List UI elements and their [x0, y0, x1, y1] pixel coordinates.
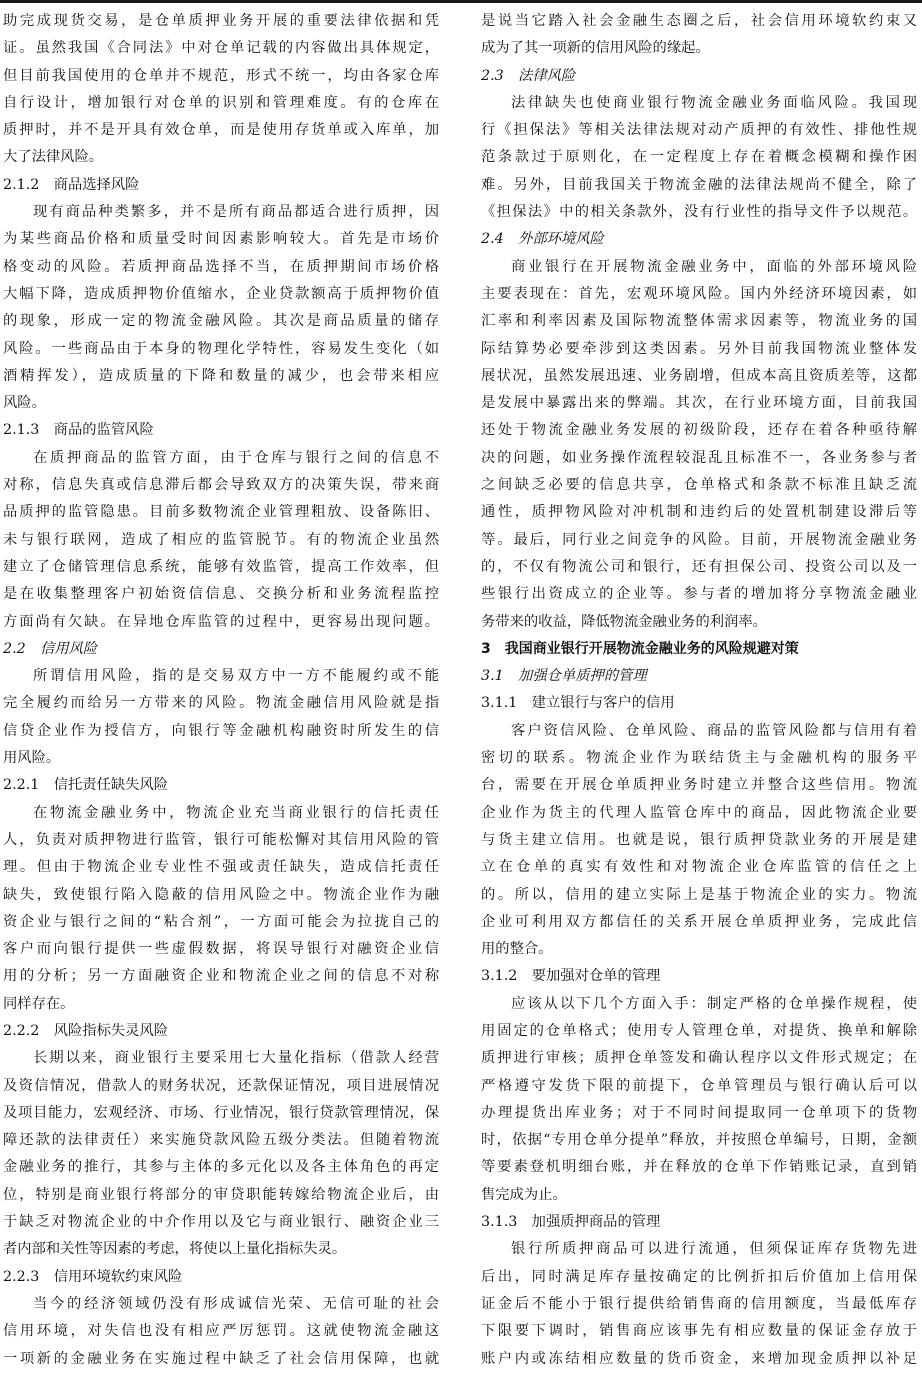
text-line: 风险。一些商品由于本身的物理化学特性，容易发生变化（如 — [3, 340, 439, 357]
right-text-column — [481, 8, 917, 1373]
text-line: 是在收集整理客户初始资信信息、交换分析和业务流程监控 — [3, 586, 439, 603]
section-heading: 2.1.3 商品的监管风险 — [3, 422, 154, 439]
text-line: 难。另外，目前我国关于物流金融的法律法规尚不健全，除了 — [481, 176, 917, 193]
text-line: 完全履约而给另一方带来的风险。物流金融信用风险就是指 — [3, 695, 439, 712]
text-line: 立在仓单的真实有效性和对物流企业仓库监管的信任之上 — [481, 859, 917, 876]
paragraph-last-line: 者内部和关性等因素的考虑，将使以上量化指标失灵。 — [3, 1241, 347, 1258]
text-line: 为某些商品价格和质量受时间因素影响较大。首先是市场价 — [3, 231, 439, 248]
text-line: 与货主建立信用。也就是说，银行质押贷款业务的开展是建 — [481, 831, 917, 848]
section-heading: 3.1.1 建立银行与客户的信用 — [481, 695, 675, 712]
text-line: 酒精挥发），造成质量的下降和数量的减少，也会带来相应 — [3, 367, 439, 384]
section-heading: 3.1 加强仓单质押的管理 — [481, 668, 647, 685]
paragraph-last-line: 售完成为止。 — [481, 1186, 567, 1203]
paragraph-first-line: 商业银行在开展物流金融业务中，面临的外部环境风险 — [511, 258, 917, 275]
text-line: 用的分析；另一方面融资企业和物流企业之间的信息不对称 — [3, 968, 439, 985]
text-line: 通性，质押物风险对冲机制和违约后的处置机制建设滞后等 — [481, 504, 917, 521]
text-line: 等。最后，同行业之间竞争的风险。目前，开展物流金融业务 — [481, 531, 917, 548]
text-line: 企业作为货主的代理人监管仓库中的商品，因此物流企业要 — [481, 804, 917, 821]
paragraph-last-line: 风险。 — [3, 395, 46, 412]
section-heading: 2.2 信用风险 — [3, 640, 98, 657]
paragraph-first-line: 长期以来，商业银行主要采用七大量化指标（借款人经营 — [33, 1050, 439, 1067]
text-line: 但目前我国使用的仓单并不规范，形式不统一，均由各家仓库 — [3, 67, 439, 84]
text-line: 严格遵守发货下限的前提下，仓单管理员与银行确认后可以 — [481, 1077, 917, 1094]
text-line: 汇率和利率因素及国际物流整体需求因素等，物流业务的国 — [481, 313, 917, 330]
text-line: 于缺乏对物流企业的中介作用以及它与商业银行、融资企业三 — [3, 1214, 439, 1231]
text-line: 人，负责对质押物进行监管，银行可能松懈对其信用风险的管 — [3, 831, 439, 848]
text-line: 展状况，虽然发展迅速、业务剧增，但成本高且资质差等，这都 — [481, 367, 917, 384]
text-line: 格变动的风险。若质押商品选择不当，在质押期间市场价格 — [3, 258, 439, 275]
text-line: 的，不仅有物流公司和银行，还有担保公司、投资公司以及一 — [481, 558, 917, 575]
paragraph-last-line: 同样存在。 — [3, 995, 75, 1012]
text-line: 企业可利用双方都信任的关系开展仓单质押业务，完成此信 — [481, 913, 917, 930]
text-line: 账户内或冻结相应数量的货币资金，来增加现金质押以补足 — [481, 1350, 917, 1367]
text-line: 障还款的法律责任）来实施贷款风险五级分类法。但随着物流 — [3, 1132, 439, 1149]
text-line: 还处于物流金融业务发展的初级阶段，还存在着各种亟待解 — [481, 422, 917, 439]
section-heading: 2.4 外部环境风险 — [481, 231, 604, 248]
paragraph-last-line: 务带来的收益，降低物流金融业务的利润率。 — [481, 613, 767, 630]
text-line: 客户而向银行提供一些虚假数据，将误导银行对融资企业信 — [3, 941, 439, 958]
text-line: 助完成现货交易，是仓单质押业务开展的重要法律依据和凭 — [3, 13, 439, 29]
paragraph-first-line: 客户资信风险、仓单风险、商品的监管风险都与信用有着 — [511, 722, 917, 739]
text-line: 办理提货出库业务；对于不同时间提取同一仓单项下的货物 — [481, 1104, 917, 1121]
text-line: 际结算势必要牵涉到这类因素。另外目前我国物流业整体发 — [481, 340, 917, 357]
text-line: 台，需要在开展仓单质押业务时建立并整合这些信用。物流 — [481, 777, 917, 794]
paragraph-first-line: 当今的经济领域仍没有形成诚信光荣、无信可耻的社会 — [33, 1295, 439, 1312]
text-line: 是说当它踏入社会金融生态圈之后，社会信用环境软约束又 — [481, 13, 917, 29]
text-line: 等要素登机明细台账，并在释放的仓单下作销账记录，直到销 — [481, 1159, 917, 1176]
text-line: 一项新的金融业务在实施过程中缺乏了社会信用保障，也就 — [3, 1350, 439, 1367]
text-line: 金融业务的推行，其参与主体的多元化以及各主体角色的再定 — [3, 1159, 439, 1176]
text-line: 信贷企业作为授信方，向银行等金融机构融资时所发生的信 — [3, 722, 439, 739]
paragraph-first-line: 银行所质押商品可以进行流通，但须保证库存货物先进 — [511, 1241, 917, 1258]
text-line: 下限要下调时，销售商应该事先有相应数量的保证金存放于 — [481, 1323, 917, 1340]
text-line: 对称，信息失真或信息滞后都会导致双方的决策失误，带来商 — [3, 477, 439, 494]
paragraph-first-line: 在物流金融业务中，物流企业充当商业银行的信托责任 — [33, 804, 439, 821]
text-line: 决的问题，如业务操作流程较混乱且标准不一，各业务参与者 — [481, 449, 917, 466]
paragraph-last-line: 成为了其一项新的信用风险的缘起。 — [481, 40, 710, 57]
section-heading: 2.2.1 信托责任缺失风险 — [3, 777, 169, 794]
text-line: 位，特别是商业银行将部分的审贷职能转嫁给物流企业后，由 — [3, 1186, 439, 1203]
paragraph-first-line: 现有商品种类繁多，并不是所有商品都适合进行质押，因 — [33, 204, 439, 221]
text-line: 缺失，致使银行陷入隐蔽的信用风险之中。物流企业作为融 — [3, 886, 439, 903]
paragraph-last-line: 用的整合。 — [481, 941, 553, 958]
section-heading: 2.3 法律风险 — [481, 67, 576, 84]
paragraph-first-line: 所谓信用风险，指的是交易双方中一方不能履约或不能 — [33, 668, 439, 685]
text-line: 大幅下降，造成质押物价值缩水，企业贷款额高于质押物价值 — [3, 285, 439, 302]
text-line: 证。虽然我国《合同法》中对仓单记载的内容做出具体规定， — [3, 40, 439, 57]
text-line: 《担保法》中的相关条款外，没有行业性的指导文件予以规范。 — [481, 204, 917, 221]
paragraph-last-line: 用风险。 — [3, 750, 61, 767]
section-heading: 2.2.3 信用环境软约束风险 — [3, 1268, 183, 1285]
text-line: 及项目能力，宏观经济、市场、行业情况，银行贷款管理情况，保 — [3, 1104, 439, 1121]
left-text-column — [3, 8, 439, 1373]
section-heading: 2.1.2 商品选择风险 — [3, 176, 140, 193]
text-line: 及资信情况，借款人的财务状况，还款保证情况，项目进展情况 — [3, 1077, 439, 1094]
text-line: 行《担保法》等相关法律法规对动产质押的有效性、排他性规 — [481, 122, 917, 139]
text-line: 自行设计，增加银行对仓单的识别和管理难度。有的仓库在 — [3, 94, 439, 111]
text-line: 理。但由于物流企业专业性不强或责任缺失，造成信托责任 — [3, 859, 439, 876]
text-line: 建立了仓储管理信息系统，能够有效监管，提高工作效率，但 — [3, 558, 439, 575]
text-line: 资企业与银行之间的“粘合剂”，一方面可能会为拉拢自己的 — [3, 913, 439, 930]
paragraph-first-line: 法律缺失也使商业银行物流金融业务面临风险。我国现 — [511, 94, 917, 111]
text-line: 是发展中暴露出来的弊端。其次，在行业环境方面，目前我国 — [481, 395, 917, 412]
section-heading: 3.1.2 要加强对仓单的管理 — [481, 968, 661, 985]
text-line: 密切的联系。物流企业作为联结货主与金融机构的服务平 — [481, 750, 917, 767]
paragraph-last-line: 大了法律风险。 — [3, 149, 104, 166]
text-line: 些银行出资成立的企业等。参与者的增加将分享物流金融业 — [481, 586, 917, 603]
header-rule — [0, 0, 922, 3]
text-line: 之间缺乏必要的信息共享，仓单格式和条款不标准且缺乏流 — [481, 477, 917, 494]
paragraph-first-line: 应该从以下几个方面入手：制定严格的仓单操作规程，使 — [511, 995, 917, 1012]
major-section-heading: 3 我国商业银行开展物流金融业务的风险规避对策 — [481, 640, 799, 657]
text-line: 后出，同时满足库存量按确定的比例折扣后价值加上信用保 — [481, 1268, 917, 1285]
text-line: 品质押的监管隐患。目前多数物流企业管理粗放、设备陈旧、 — [3, 504, 439, 521]
text-line: 主要表现在：首先，宏观环境风险。国内外经济环境因素，如 — [481, 285, 917, 302]
text-line: 未与银行联网，造成了相应的监管脱节。有的物流企业虽然 — [3, 531, 439, 548]
text-line: 方面尚有欠缺。在异地仓库监管的过程中，更容易出现问题。 — [3, 613, 439, 630]
text-line: 的。所以，信用的建立实际上是基于物流企业的实力。物流 — [481, 886, 917, 903]
text-line: 质押时，并不是开具有效仓单，而是使用存货单或入库单，加 — [3, 122, 439, 139]
text-line: 用固定的仓单格式；使用专人管理仓单，对提货、换单和解除 — [481, 1022, 917, 1039]
text-line: 范条款过于原则化，在一定程度上存在着概念模糊和操作困 — [481, 149, 917, 166]
text-line: 时，依据“专用仓单分提单”释放，并按照仓单编号，日期，金额 — [481, 1132, 917, 1149]
section-heading: 3.1.3 加强质押商品的管理 — [481, 1214, 661, 1231]
section-heading: 2.2.2 风险指标失灵风险 — [3, 1022, 169, 1039]
text-line: 证金后不能小于银行提供给销售商的信用额度，当最低库存 — [481, 1295, 917, 1312]
text-line: 信用环境，对失信也没有相应严厉惩罚。这就使物流金融这 — [3, 1323, 439, 1340]
paragraph-first-line: 在质押商品的监管方面，由于仓库与银行之间的信息不 — [33, 449, 439, 466]
text-line: 的现象，形成一定的物流金融风险。其次是商品质量的储存 — [3, 313, 439, 330]
text-line: 质押进行审核；质押仓单签发和确认程序以文件形式规定；在 — [481, 1050, 917, 1067]
